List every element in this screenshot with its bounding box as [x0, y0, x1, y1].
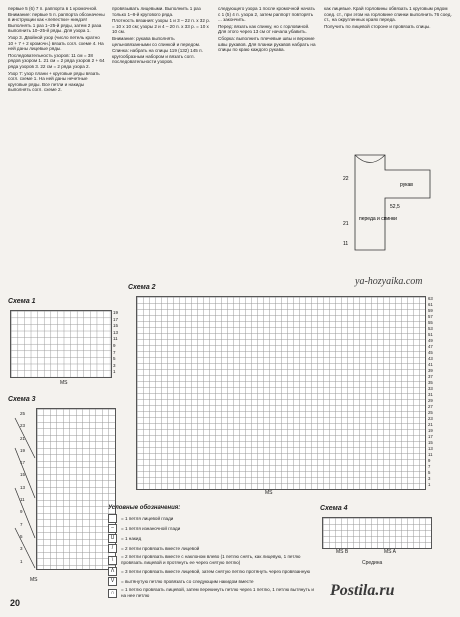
schema-2-title: Схема 2 [128, 284, 156, 291]
schema-3-ms: MS [30, 577, 38, 583]
text-para: Внимание: рукава выполнять цельновязанными со спинкой и передом. [112, 35, 201, 47]
schema-3-title: Схема 3 [8, 396, 36, 403]
text-para: как лицевые. Край горловины обвязать 1 круговым рядом соед. ст., при этом на горловине спинки выполнить 76 соед. ст., на округленных краях переда. [324, 6, 452, 23]
schema-1-rows: 19 17 15 13 11 9 7 5 3 1 [113, 310, 119, 375]
diagram-measure: 11 [343, 241, 349, 247]
text-para: первые 5 (6) 7 п. раппорта в 1 кромочной. Внимание: первые 5 п. раппорта обозначены в инструкции как «лепестки» ниндзя! Выполнять 1 раз 1–25-й ряды, затем 2 раза выполнить 10–25-й ряды. Для узора 1. [8, 6, 105, 34]
schema-2-grid [136, 296, 426, 490]
page-number: 20 [10, 598, 21, 608]
diagram-label-body: переда и спинки [359, 216, 397, 222]
schema-1-title: Схема 1 [8, 298, 36, 305]
schema-2-rows: 63 61 59 57 55 53 51 49 47 45 43 41 39 37 35 33 31 29 27 25 23 21 19 17 15 13 11 9 7 5 3 1 [428, 296, 433, 487]
diagram-measure: 21 [343, 221, 349, 227]
watermark-postila: Postila.ru [330, 582, 395, 599]
schema-1-ms: MS [60, 380, 68, 386]
legend [108, 505, 318, 600]
text-para: Плотность вязания: узоры 1 и 3 – 22 п. х 32 р. = 10 х 10 см; узоры 2 и 4 – 20 п. х 33 р. = 10 х 10 см. [112, 18, 211, 35]
text-column-2 [112, 6, 212, 66]
legend-item: / = 2 петли провязать вместе лицевой [108, 544, 318, 553]
watermark: ya-hozyaika.com [355, 276, 423, 287]
text-para: Узор 3. Двойной узор (число петель кратно 10 + 7 + 2 кромочн.) вязать согл. схеме 4. На ней даны лицевые ряды. [8, 34, 104, 52]
legend-item: = 1 петля лицевой глади [108, 514, 318, 523]
text-column-1 [8, 6, 106, 94]
text-para: Получить по лицевой стороне и провязать спицы. [324, 23, 431, 29]
diagram-measure: 52,5 [390, 204, 400, 210]
schema-3-grid [36, 408, 116, 570]
text-para: Перед: вязать как спинку, но с горловиной. Для этого через 13 см от начала убавить. [218, 23, 310, 35]
legend-item: ∩ = 1 петлю провязать лицевой, затем перекинуть петлю через 1 петлю, 1 петлю вытянуть и на нее петлю [108, 587, 318, 599]
schema-1-grid [10, 310, 112, 378]
schema-4-middle: Средина [362, 560, 383, 566]
text-para: Последовательность узоров: 11 см = 38 рядов узором 1. 21 см = 2 ряда узоров 2 + 64 ряда узоров 3. 22 см = 2 ряда узора 2. [8, 52, 105, 69]
text-para: провязывать лицевыми. Выполнить 1 раз только 1–8-й кругового ряда. [112, 6, 201, 17]
diagram-label-sleeve: рукав [400, 182, 413, 188]
schema-3-rows: 25 23 21 19 17 15 13 11 9 7 5 3 1 [20, 411, 26, 564]
text-para: Сборка: выполнить плечевые швы и верхние швы рукавов. Для планки рукавов набрать на спицы по краю каждого рукава. [218, 35, 316, 53]
text-para: следующего узора 1 после кромочной начать с 1 (5) 4 п. узора 2, затем раппорт повторять ... закончить. [218, 6, 315, 23]
text-para: Узор 7: узор плани + круговые ряды вязать согл. схеме 1. На ней даны нечетные круговые ряды. Все петли и накиды выполнять согл. схеме 2. [8, 70, 100, 93]
schema-4-ms-b: MS B [336, 549, 349, 555]
legend-item: U = 1 накид [108, 534, 318, 543]
legend-item: Λ = 3 петли провязать вместе лицевой, затем снятую петлю протянуть через провязанную [108, 567, 318, 576]
text-para: Спинка: набрать на спицы 119 (132) 145 п. кругообразным набором и вязать согл. последовательности узоров. [112, 48, 203, 65]
legend-title: Условные обозначения: [108, 505, 181, 511]
text-column-4 [324, 6, 452, 30]
legend-item: – = 1 петля изнаночной глади [108, 524, 318, 533]
diagram-measure: 22 [343, 176, 349, 182]
legend-item: \ = 2 петли провязать вместе с наклоном влево (1 петлю снять, как лицевую, 1 петлю провязать лицевой и протянуть ее через снятую петлю) [108, 554, 318, 566]
schema-4-title: Схема 4 [320, 505, 348, 512]
text-column-3 [218, 6, 318, 54]
schema-4-ms-a: MS A [384, 549, 396, 555]
garment-diagram [335, 150, 450, 260]
legend-item: V = вытянутую петлю провязать со следующим накидом вместе [108, 577, 318, 586]
schema-4-grid [322, 517, 432, 549]
schema-2-ms: MS [265, 490, 273, 496]
